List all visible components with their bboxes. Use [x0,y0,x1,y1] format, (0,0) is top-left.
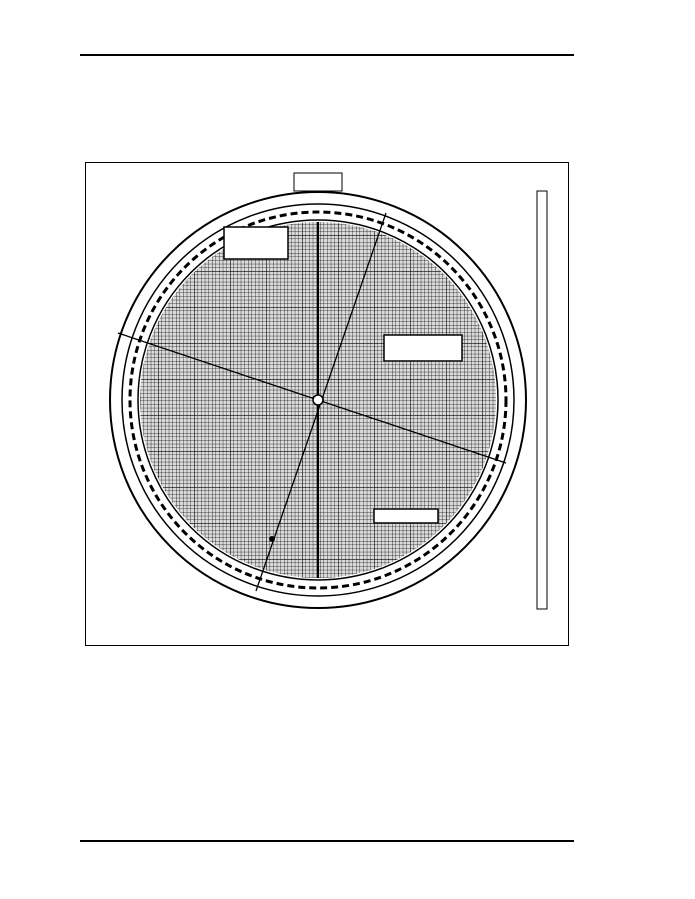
scale-bar [537,191,547,609]
first-plot-point [269,536,275,542]
header-rule [80,54,574,56]
footer-rule [80,840,574,842]
direction-indexed-label [224,227,288,259]
figure-frame [85,162,569,646]
plotting-board-diagram [86,163,570,647]
direction-of-fire-label [384,335,462,361]
pivot-point [313,395,323,405]
first-plot-label [374,509,438,523]
